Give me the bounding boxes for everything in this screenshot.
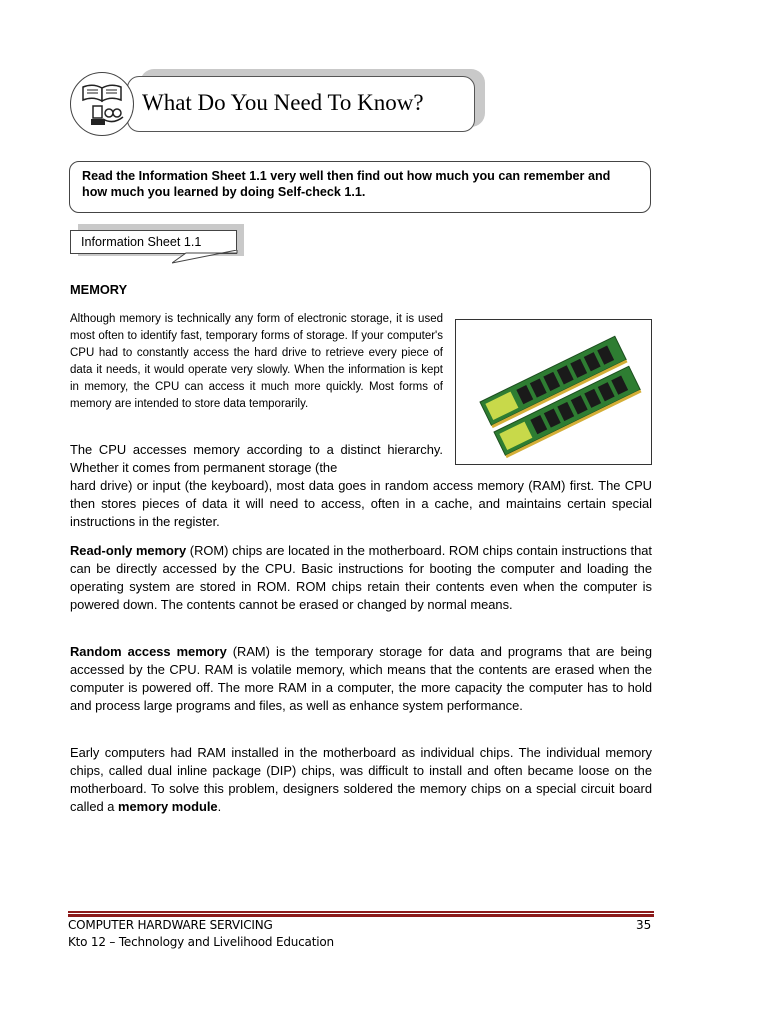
footer-course-title: COMPUTER HARDWARE SERVICING <box>68 918 273 932</box>
ram-text: (RAM) is the temporary storage for data and programs that are being accessed by the CPU. RAM is volatile memory, which means that the contents are erased when the computer is powered off. The more RAM in a computer, the more capacity the computer has to hold and process large programs and files, as well as enhance system performance. <box>70 644 652 713</box>
section-heading: MEMORY <box>70 282 128 297</box>
page-number: 35 <box>636 918 652 932</box>
memory-module-end: . <box>217 799 222 814</box>
footer-rule <box>68 911 654 918</box>
paragraph-intro: Although memory is technically any form of electronic storage, it is used most often to identify fast, temporary forms of storage. If your computer's CPU had to constantly access the hard drive to retrieve every piece of data it needs, it would operate very slowly. When the information is kept in memory, the CPU can access it much more quickly. Most forms of memory are intended to store data temporarily. <box>70 313 443 410</box>
paragraph-memory-module <box>70 744 652 816</box>
paragraph-hierarchy-rest: hard drive) or input (the keyboard), most data goes in random access memory (RAM) first. The CPU then stores pieces of data it will need to access, often in a cache, and maintains certain special instructions in the register. <box>70 478 652 529</box>
rom-text: (ROM) chips are located in the motherboard. ROM chips contain instructions that can be directly accessed by the CPU. Basic instructions for booting the computer and loading the operating system are stored in ROM. ROM chips retain their contents even when the computer is powered down. The contents cannot be erased or changed by normal means. <box>70 543 652 612</box>
paragraph-hierarchy <box>70 441 652 531</box>
memory-module-term: memory module <box>118 799 218 814</box>
book-reader-icon <box>70 72 134 136</box>
info-tab-notch <box>172 250 238 264</box>
instruction-box: Read the Information Sheet 1.1 very well then find out how much you can remember and how much you learned by doing Self-check 1.1. <box>69 161 651 213</box>
paragraph-hierarchy-start: The CPU accesses memory according to a distinct hierarchy. Whether it comes from permanent storage (the <box>70 442 443 475</box>
paragraph-rom <box>70 542 652 614</box>
ram-term: Random access memory <box>70 644 227 659</box>
paragraph-ram <box>70 643 652 715</box>
memory-module-text: Early computers had RAM installed in the motherboard as individual chips. The individual memory chips, called dual inline package (DIP) chips, was difficult to install and often became loose on the motherboard. To solve this problem, designers soldered the memory chips on a special circuit board called a <box>70 745 652 814</box>
page-title: What Do You Need To Know? <box>142 90 424 115</box>
rom-term: Read-only memory <box>70 543 187 558</box>
footer-subtitle: Kto 12 – Technology and Livelihood Education <box>68 935 334 949</box>
info-sheet-tab: Information Sheet 1.1 <box>70 230 237 254</box>
